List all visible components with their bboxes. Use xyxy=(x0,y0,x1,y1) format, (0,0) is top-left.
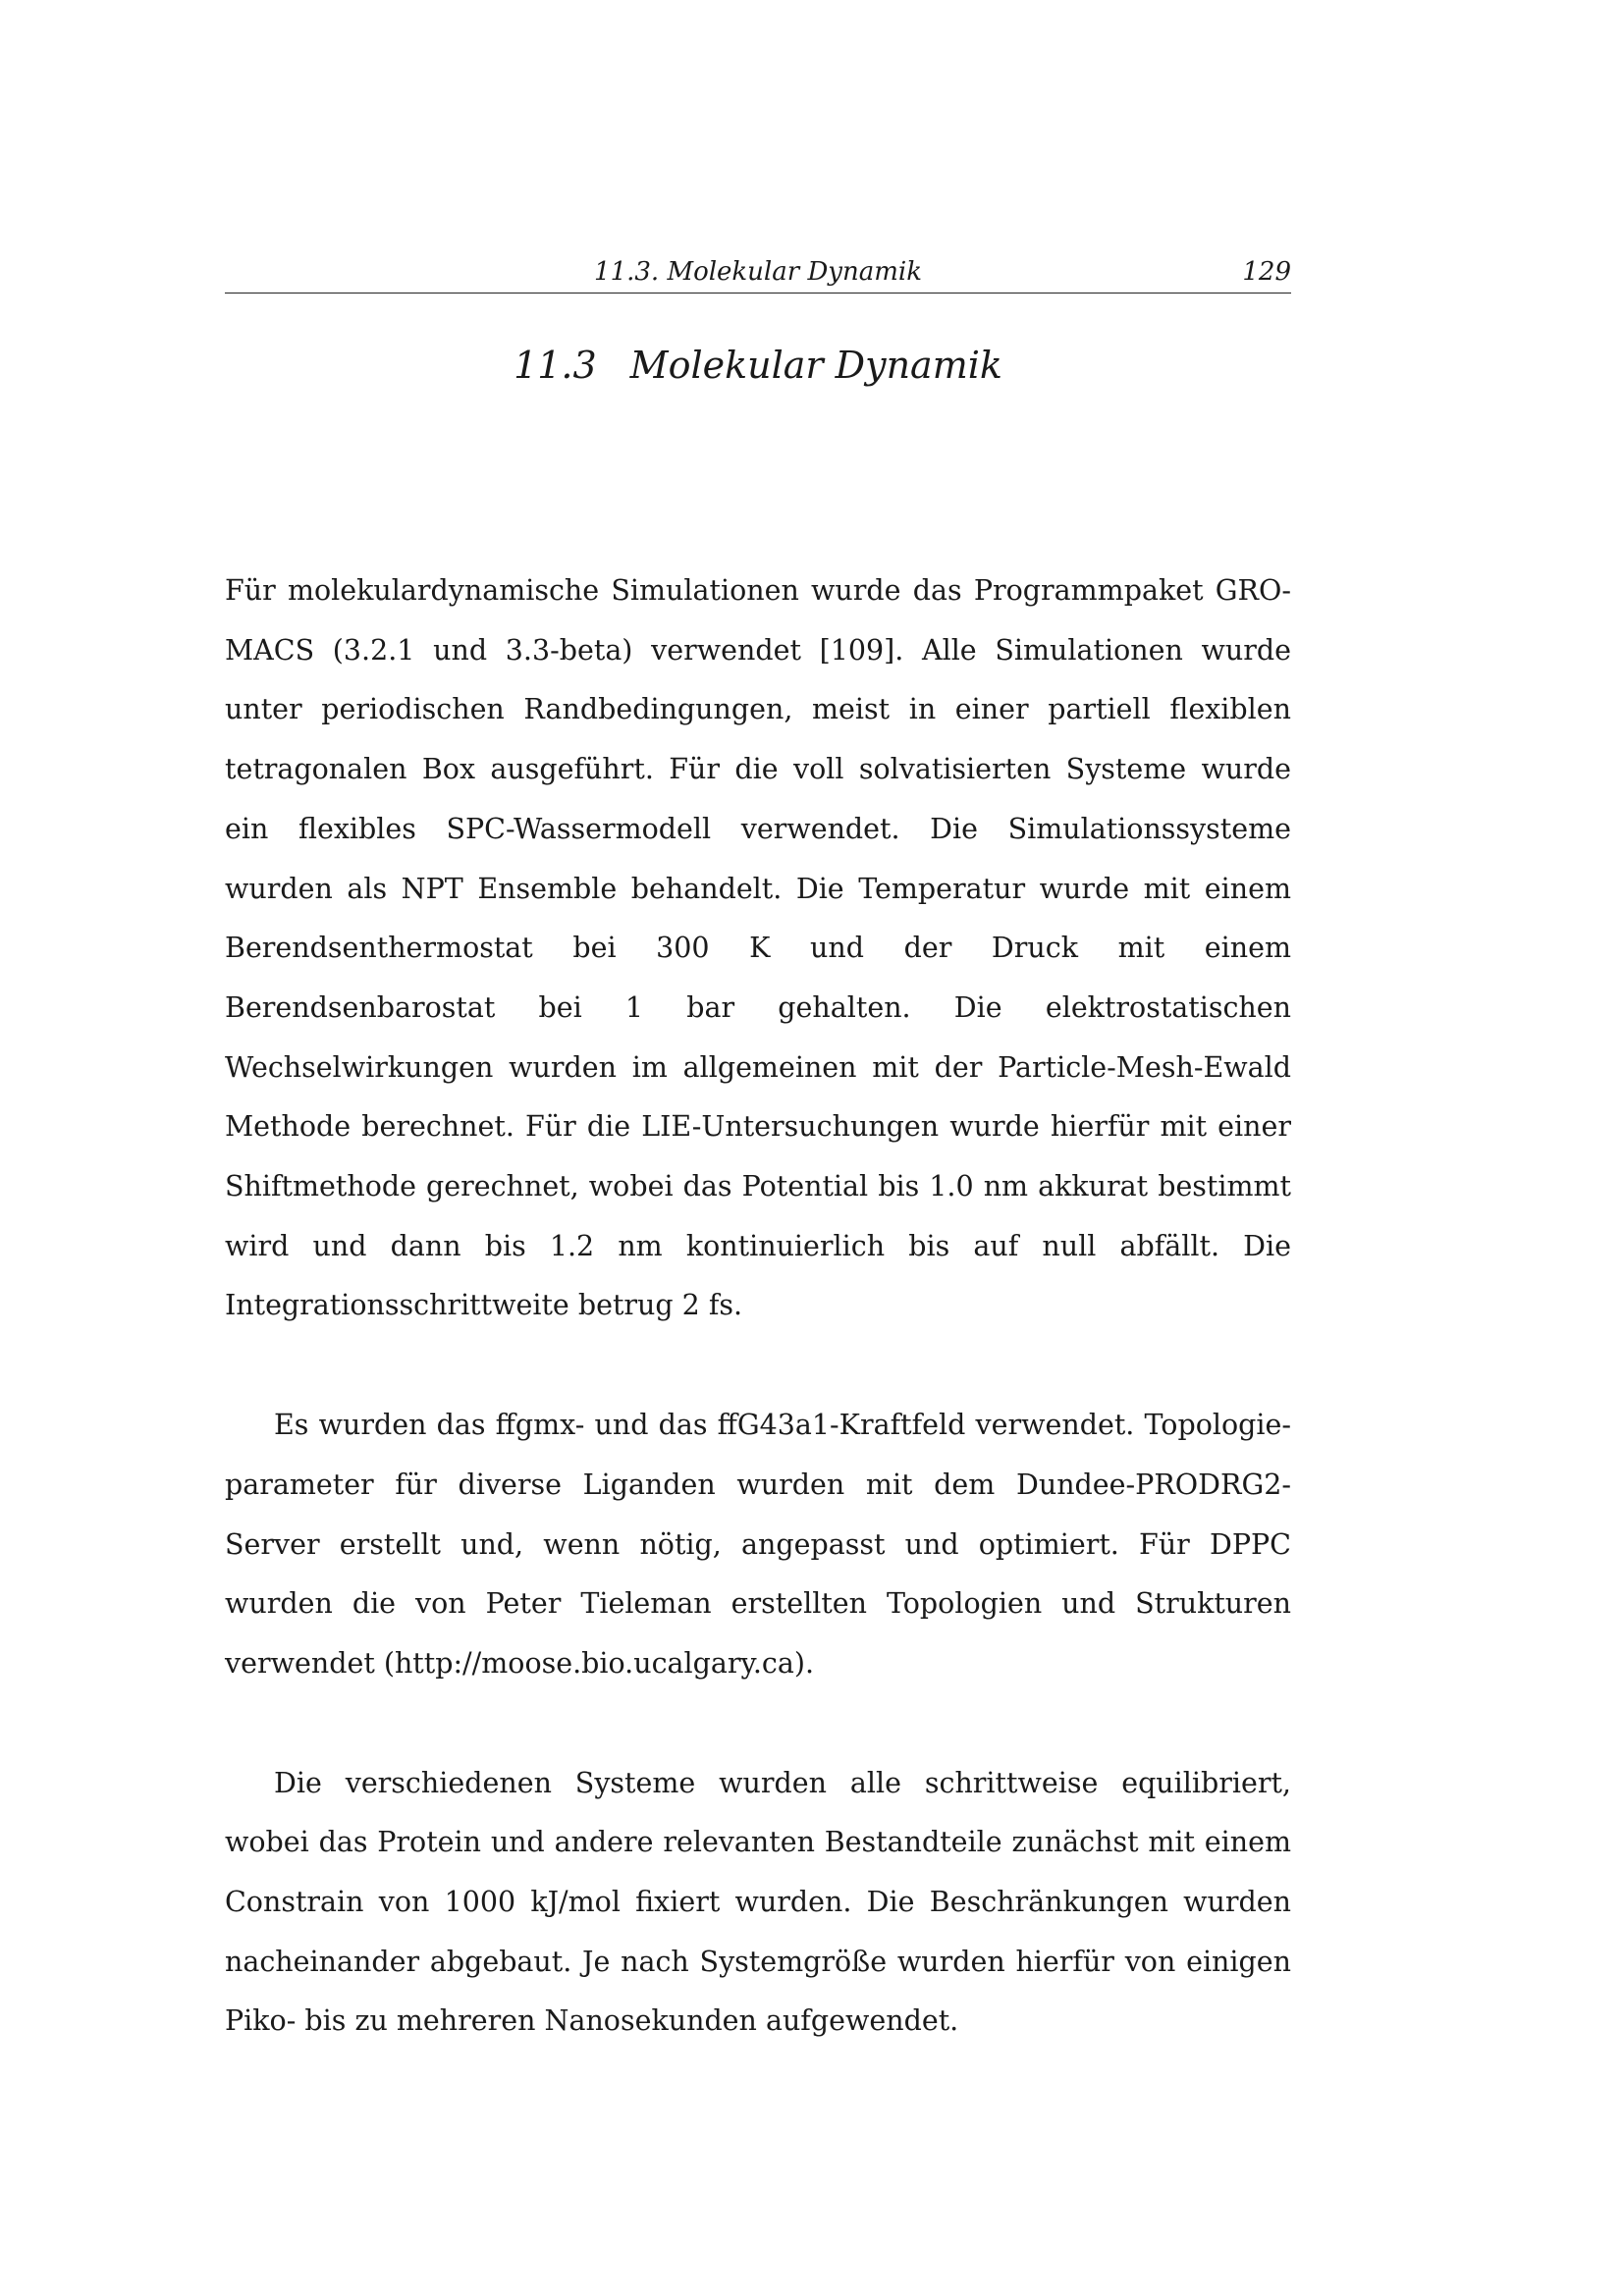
paragraph-simulation-setup: Für molekulardynamische Simulationen wurde das Programmpaket GROMACS (3.2.1 und 3.3-beta) verwendet [109]. Alle Simulationen wurde unter periodischen Randbedingungen, meist in einer partiell flexiblen tetragonalen Box ausgeführt. Für die voll solvatisierten Systeme wurde ein flexibles SPC-Wassermodell verwendet. Die Simulationssysteme wurden als NPT Ensemble behandelt. Die Temperatur wurde mit einem Berendsenthermostat bei 300 K und der Druck mit einem Berendsenbarostat bei 1 bar gehalten. Die elektrostatischen Wechselwirkungen wurden im allgemeinen mit der Particle-Mesh-Ewald Methode berechnet. Für die LIE-Untersuchungen wurde hierfür mit einer Shiftmethode gerechnet, wobei das Potential bis 1.0 nm akkurat bestimmt wird und dann bis 1.2 nm kontinuierlich bis auf null abfällt. Die Integrationsschrittweite betrug 2 fs. xyxy=(225,574,1291,1322)
paragraph-equilibration: Die verschiedenen Systeme wurden alle schrittweise equilibriert, wobei das Protein und andere relevanten Bestandteile zunächst mit einem Constrain von 1000 kJ/mol fixiert wurden. Die Beschränkungen wurden nacheinander abgebaut. Je nach Systemgröße wurden hierfür von einigen Piko- bis zu mehreren Nanosekunden aufgewendet. xyxy=(225,1766,1291,2038)
body-text xyxy=(225,561,1291,2052)
section-number: 11.3 xyxy=(514,344,597,387)
running-header xyxy=(225,253,1291,294)
running-header-title: 11.3. Molekular Dynamik xyxy=(594,257,922,287)
paragraph-force-fields: Es wurden das ffgmx- und das ffG43a1-Kraftfeld verwendet. Topologieparameter für diverse Liganden wurden mit dem Dundee-PRODRG2-Server erstellt und, wenn nötig, angepasst und optimiert. Für DPPC wurden die von Peter Tieleman erstellten Topologien und Strukturen verwendet (http://moose.bio.ucalgary.ca). xyxy=(225,1409,1291,1680)
page-number: 129 xyxy=(1242,257,1291,287)
section-heading xyxy=(225,344,1291,387)
section-title: Molekular Dynamik xyxy=(629,344,1002,387)
